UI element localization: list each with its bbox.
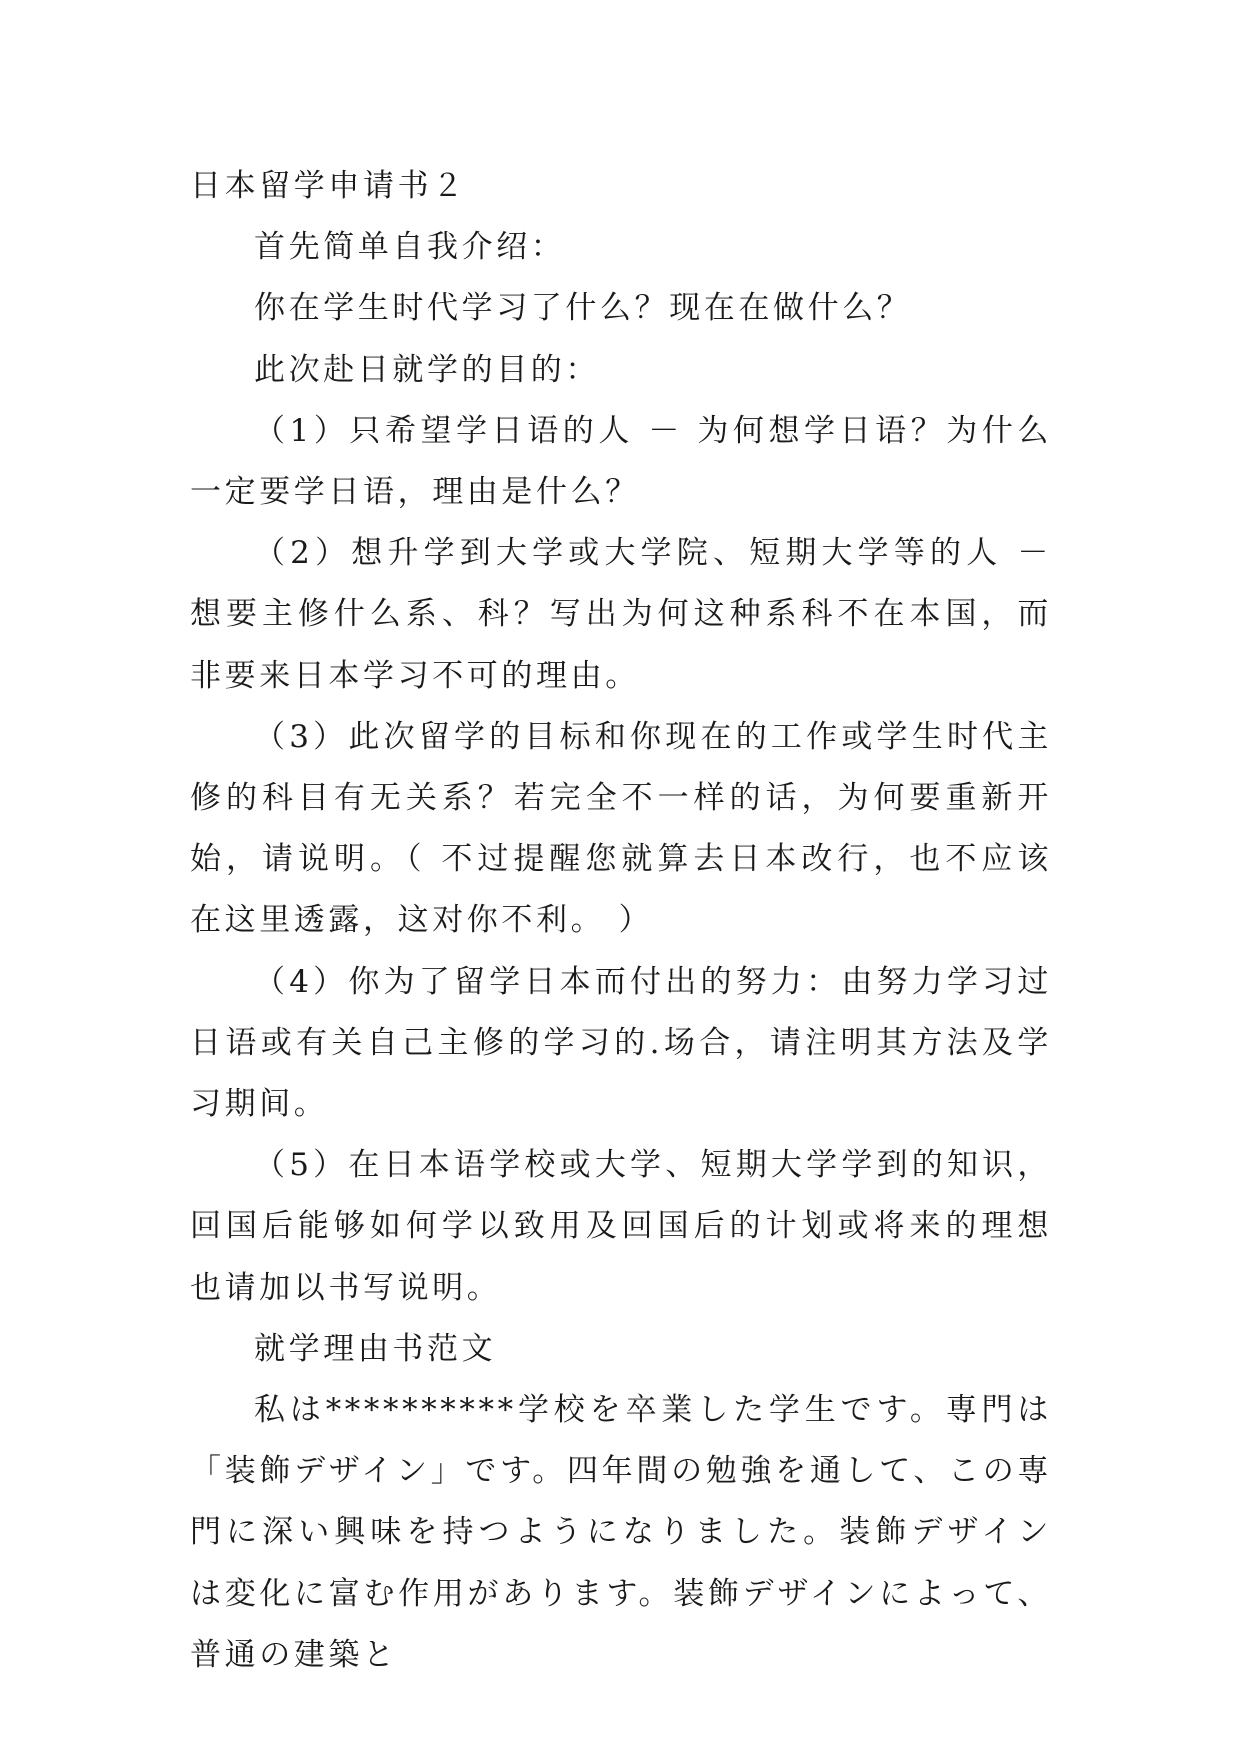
section-heading-sample: 就学理由书范文 [254, 1330, 497, 1367]
paragraph-item-2: （2）想升学到大学或大学院、短期大学等的人 － 想要主修什么系、科？写出为何这种系科不在本国，而非要来日本学习不可的理由。 [190, 535, 1052, 694]
paragraph-purpose-heading: 此次赴日就学的目的： [254, 351, 600, 388]
paragraph-item-3: （3）此次留学的目标和你现在的工作或学生时代主修的科目有无关系？若完全不一样的话，为何要重新开始，请说明。（ 不过提醒您就算去日本改行，也不应该在这里透露，这对你不利。 ） [190, 718, 1052, 939]
paragraph-item-4: （4）你为了留学日本而付出的努力：由努力学习过日语或有关自己主修的学习的.场合，请注明其方法及学习期间。 [190, 963, 1052, 1123]
paragraph-item-5: （5）在日本语学校或大学、短期大学学到的知识，回国后能够如何学以致用及回国后的计划或将来的理想也请加以书写说明。 [190, 1147, 1052, 1306]
paragraph-study-question: 你在学生时代学习了什么？现在在做什么？ [254, 290, 912, 327]
paragraph-sample-text: 私は**********学校を卒業した学生です。専門は「装飾デザイン」です。四年間の勉強を通して、この専門に深い興味を持つようになりました。装飾デザインは変化に富む作用があります。装飾デザインによって、普通の建築と [190, 1392, 1052, 1673]
document-body [190, 156, 1052, 1686]
paragraph-item-1: （1）只希望学日语的人 － 为何想学日语？为什么一定要学日语，理由是什么？ [190, 412, 1052, 511]
document-title: 日本留学申请书２ [190, 168, 467, 204]
paragraph-intro: 首先简单自我介绍： [254, 229, 566, 266]
